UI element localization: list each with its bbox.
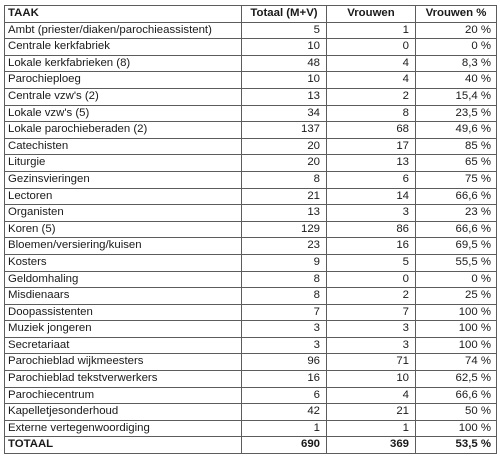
- total-cell: 96: [242, 354, 327, 371]
- women-percent-cell: 0 %: [416, 39, 497, 56]
- women-percent-cell: 0 %: [416, 271, 497, 288]
- total-cell: 8: [242, 288, 327, 305]
- task-cell: Lectoren: [5, 188, 242, 205]
- women-percent-cell: 23 %: [416, 205, 497, 222]
- total-cell: 8: [242, 171, 327, 188]
- task-cell: Parochieploeg: [5, 72, 242, 89]
- total-cell: 48: [242, 55, 327, 72]
- total-row: [5, 437, 497, 454]
- total-cell: 34: [242, 105, 327, 122]
- total-cell: 21: [242, 188, 327, 205]
- task-cell: Secretariaat: [5, 337, 242, 354]
- women-cell: 3: [327, 321, 416, 338]
- women-cell: 0: [327, 271, 416, 288]
- total-cell: 3: [242, 337, 327, 354]
- task-cell: Muziek jongeren: [5, 321, 242, 338]
- table-row: [5, 387, 497, 404]
- table-row: [5, 55, 497, 72]
- women-cell: 4: [327, 387, 416, 404]
- task-cell: Parochiecentrum: [5, 387, 242, 404]
- women-cell: 6: [327, 171, 416, 188]
- table-row: [5, 304, 497, 321]
- women-cell: 8: [327, 105, 416, 122]
- total-women: 369: [327, 437, 416, 454]
- total-cell: 3: [242, 321, 327, 338]
- task-cell: Catechisten: [5, 138, 242, 155]
- table-row: [5, 221, 497, 238]
- women-cell: 3: [327, 337, 416, 354]
- women-cell: 1: [327, 420, 416, 437]
- total-cell: 6: [242, 387, 327, 404]
- task-cell: Kosters: [5, 254, 242, 271]
- task-cell: Centrale kerkfabriek: [5, 39, 242, 56]
- women-percent-cell: 74 %: [416, 354, 497, 371]
- total-cell: 42: [242, 404, 327, 421]
- task-table: [4, 5, 497, 454]
- women-cell: 10: [327, 371, 416, 388]
- women-percent-cell: 100 %: [416, 321, 497, 338]
- task-cell: Externe vertegenwoordiging: [5, 420, 242, 437]
- women-cell: 0: [327, 39, 416, 56]
- women-cell: 2: [327, 288, 416, 305]
- task-cell: Koren (5): [5, 221, 242, 238]
- total-cell: 129: [242, 221, 327, 238]
- task-cell: Liturgie: [5, 155, 242, 172]
- task-cell: Gezinsvieringen: [5, 171, 242, 188]
- table-row: [5, 371, 497, 388]
- task-cell: Doopassistenten: [5, 304, 242, 321]
- women-percent-cell: 66,6 %: [416, 387, 497, 404]
- women-percent-cell: 50 %: [416, 404, 497, 421]
- total-cell: 13: [242, 205, 327, 222]
- women-cell: 1: [327, 22, 416, 39]
- table-row: [5, 238, 497, 255]
- total-cell: 137: [242, 122, 327, 139]
- header-row: [5, 6, 497, 23]
- header-total: Totaal (M+V): [242, 6, 327, 23]
- task-cell: Organisten: [5, 205, 242, 222]
- total-cell: 20: [242, 138, 327, 155]
- women-percent-cell: 85 %: [416, 138, 497, 155]
- women-percent-cell: 55,5 %: [416, 254, 497, 271]
- total-count: 690: [242, 437, 327, 454]
- table-row: [5, 39, 497, 56]
- table-row: [5, 271, 497, 288]
- women-percent-cell: 25 %: [416, 288, 497, 305]
- task-cell: Ambt (priester/diaken/parochieassistent): [5, 22, 242, 39]
- total-cell: 10: [242, 72, 327, 89]
- table-row: [5, 171, 497, 188]
- total-cell: 1: [242, 420, 327, 437]
- task-cell: Bloemen/versiering/kuisen: [5, 238, 242, 255]
- women-percent-cell: 100 %: [416, 304, 497, 321]
- total-cell: 9: [242, 254, 327, 271]
- women-percent-cell: 40 %: [416, 72, 497, 89]
- table-row: [5, 404, 497, 421]
- table-row: [5, 337, 497, 354]
- table-footer: [5, 437, 497, 454]
- women-percent-cell: 66,6 %: [416, 221, 497, 238]
- women-percent-cell: 62,5 %: [416, 371, 497, 388]
- task-table-sheet: [4, 5, 496, 454]
- women-cell: 71: [327, 354, 416, 371]
- table-row: [5, 88, 497, 105]
- table-row: [5, 205, 497, 222]
- women-cell: 4: [327, 55, 416, 72]
- table-row: [5, 138, 497, 155]
- women-cell: 21: [327, 404, 416, 421]
- women-percent-cell: 15,4 %: [416, 88, 497, 105]
- women-cell: 68: [327, 122, 416, 139]
- table-row: [5, 155, 497, 172]
- task-cell: Lokale parochieberaden (2): [5, 122, 242, 139]
- women-percent-cell: 75 %: [416, 171, 497, 188]
- total-cell: 8: [242, 271, 327, 288]
- women-percent-cell: 66,6 %: [416, 188, 497, 205]
- total-cell: 7: [242, 304, 327, 321]
- total-cell: 20: [242, 155, 327, 172]
- total-cell: 23: [242, 238, 327, 255]
- women-cell: 7: [327, 304, 416, 321]
- task-cell: Parochieblad wijkmeesters: [5, 354, 242, 371]
- table-row: [5, 105, 497, 122]
- table-header: [5, 6, 497, 23]
- women-percent-cell: 69,5 %: [416, 238, 497, 255]
- women-percent-cell: 20 %: [416, 22, 497, 39]
- table-row: [5, 188, 497, 205]
- women-percent-cell: 100 %: [416, 420, 497, 437]
- task-cell: Centrale vzw's (2): [5, 88, 242, 105]
- table-row: [5, 420, 497, 437]
- table-row: [5, 321, 497, 338]
- task-cell: Misdienaars: [5, 288, 242, 305]
- women-percent-cell: 8,3 %: [416, 55, 497, 72]
- women-percent-cell: 65 %: [416, 155, 497, 172]
- table-body: [5, 22, 497, 437]
- task-cell: Parochieblad tekstverwerkers: [5, 371, 242, 388]
- women-cell: 3: [327, 205, 416, 222]
- women-cell: 13: [327, 155, 416, 172]
- women-percent-cell: 100 %: [416, 337, 497, 354]
- header-women: Vrouwen: [327, 6, 416, 23]
- women-cell: 86: [327, 221, 416, 238]
- total-women-percent: 53,5 %: [416, 437, 497, 454]
- total-cell: 16: [242, 371, 327, 388]
- task-cell: Kapelletjesonderhoud: [5, 404, 242, 421]
- total-cell: 10: [242, 39, 327, 56]
- total-cell: 5: [242, 22, 327, 39]
- women-cell: 16: [327, 238, 416, 255]
- header-task: TAAK: [5, 6, 242, 23]
- task-cell: Geldomhaling: [5, 271, 242, 288]
- women-cell: 14: [327, 188, 416, 205]
- total-cell: 13: [242, 88, 327, 105]
- table-row: [5, 288, 497, 305]
- table-row: [5, 254, 497, 271]
- table-row: [5, 22, 497, 39]
- women-cell: 2: [327, 88, 416, 105]
- women-percent-cell: 23,5 %: [416, 105, 497, 122]
- table-row: [5, 354, 497, 371]
- table-row: [5, 122, 497, 139]
- women-percent-cell: 49,6 %: [416, 122, 497, 139]
- women-cell: 17: [327, 138, 416, 155]
- header-women-percent: Vrouwen %: [416, 6, 497, 23]
- table-row: [5, 72, 497, 89]
- task-cell: Lokale kerkfabrieken (8): [5, 55, 242, 72]
- women-cell: 5: [327, 254, 416, 271]
- task-cell: Lokale vzw's (5): [5, 105, 242, 122]
- total-label: TOTAAL: [5, 437, 242, 454]
- women-cell: 4: [327, 72, 416, 89]
